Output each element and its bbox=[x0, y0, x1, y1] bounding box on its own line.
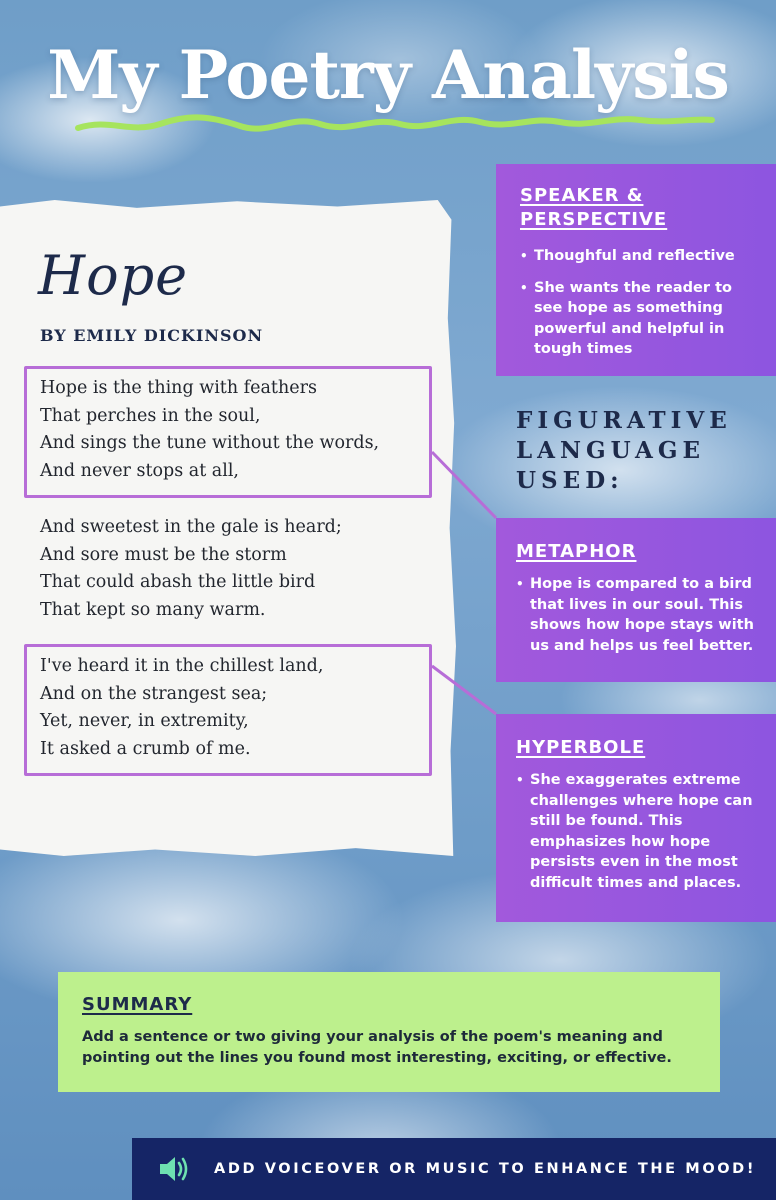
hyperbole-bullets bbox=[516, 770, 762, 893]
speaker-heading-line2: PERSPECTIVE bbox=[520, 209, 668, 230]
page-title: My Poetry Analysis bbox=[47, 36, 729, 114]
voiceover-bar[interactable] bbox=[132, 1138, 776, 1200]
fig-heading-line2: LANGUAGE bbox=[516, 437, 706, 464]
list-item: • Thoughful and reflective bbox=[520, 246, 762, 267]
poem-line: That kept so many warm. bbox=[40, 599, 266, 620]
poem-author: BY EMILY DICKINSON bbox=[40, 326, 264, 345]
metaphor-heading: METAPHOR bbox=[516, 541, 637, 562]
metaphor-box bbox=[496, 518, 776, 682]
metaphor-bullets bbox=[516, 574, 762, 656]
voiceover-text: ADD VOICEOVER OR MUSIC TO ENHANCE THE MOOD! bbox=[214, 1161, 757, 1177]
speaker-heading-line1: SPEAKER & bbox=[520, 185, 644, 206]
speaker-icon[interactable] bbox=[156, 1151, 192, 1187]
metaphor-highlight-box bbox=[24, 366, 432, 498]
poem-line: It asked a crumb of me. bbox=[40, 738, 251, 759]
title-underline-squiggle bbox=[70, 104, 720, 140]
fig-heading-line3: USED: bbox=[516, 467, 624, 494]
poem-line: And never stops at all, bbox=[40, 460, 239, 481]
summary-box bbox=[58, 972, 720, 1092]
summary-heading: SUMMARY bbox=[82, 994, 193, 1015]
speaker-bullets bbox=[520, 246, 762, 360]
poem-line: And sweetest in the gale is heard; bbox=[40, 517, 342, 537]
poem-line: Yet, never, in extremity, bbox=[40, 711, 249, 731]
hyperbole-box bbox=[496, 714, 776, 922]
hyperbole-highlight-box bbox=[24, 644, 432, 776]
poem-line: That perches in the soul, bbox=[40, 405, 261, 426]
poem-line: I've heard it in the chillest land, bbox=[40, 656, 324, 676]
list-item: • She wants the reader to see hope as something powerful and helpful in tough times bbox=[520, 278, 762, 360]
poem-line: That could abash the little bird bbox=[40, 572, 316, 592]
speaker-perspective-box bbox=[496, 164, 776, 376]
list-item: • She exaggerates extreme challenges where hope can still be found. This emphasizes how hope persists even in the most difficult times and places. bbox=[516, 770, 762, 893]
poem-line: And sings the tune without the words, bbox=[40, 433, 380, 453]
fig-heading-line1: FIGURATIVE bbox=[516, 407, 732, 434]
poem-title: Hope bbox=[38, 244, 189, 307]
list-item: • Hope is compared to a bird that lives in our soul. This shows how hope stays with us and helps us feel better. bbox=[516, 574, 762, 656]
stanza-2 bbox=[40, 514, 342, 624]
poem-line: And sore must be the storm bbox=[40, 544, 287, 565]
poem-line: And on the strangest sea; bbox=[40, 683, 268, 704]
hyperbole-heading: HYPERBOLE bbox=[516, 737, 646, 758]
figurative-language-heading bbox=[516, 406, 766, 496]
summary-text[interactable]: Add a sentence or two giving your analysis of the poem's meaning and pointing out the lines you found most interesting, exciting, or effective. bbox=[82, 1029, 672, 1066]
poem-line: Hope is the thing with feathers bbox=[40, 378, 317, 398]
